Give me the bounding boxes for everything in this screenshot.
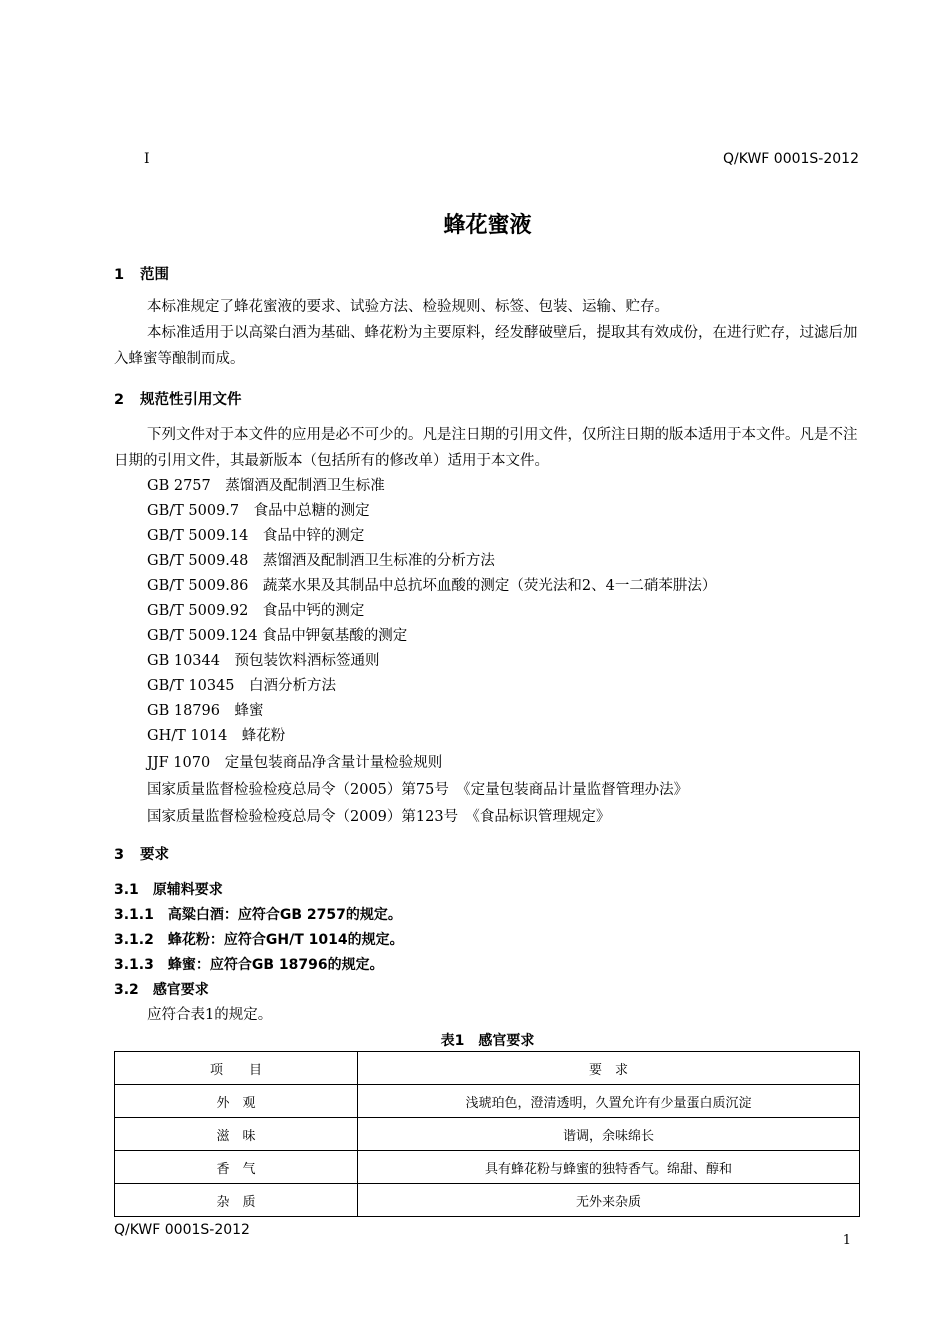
reference-item: GB/T 5009.86 蔬菜水果及其制品中总抗坏血酸的测定（荧光法和2、4一二硝苯肼法）: [147, 578, 717, 594]
table-row: [115, 1085, 860, 1118]
paragraph: 下列文件对于本文件的应用是必不可少的。凡是注日期的引用文件，仅所注日期的版本适用于本文件。凡是不注日期的引用文件，其最新版本（包括所有的修改单）适用于本文件。: [114, 427, 858, 469]
reference-item: 国家质量监督检验检疫总局令（2005）第75号 《定量包装商品计量监督管理办法》: [147, 782, 689, 798]
footer-doc-code: Q/KWF 0001S-2012: [114, 1222, 250, 1238]
section-title: 规范性引用文件: [140, 392, 242, 408]
reference-item: GB/T 10345 白酒分析方法: [147, 678, 337, 694]
reference-item: 国家质量监督检验检疫总局令（2009）第123号 《食品标识管理规定》: [147, 809, 611, 825]
table-header-cell: 项 目: [115, 1052, 358, 1085]
subsection-3-2-heading: 3.2 感官要求: [114, 982, 209, 998]
header-doc-code: Q/KWF 0001S-2012: [723, 151, 859, 167]
table-cell: 外 观: [115, 1085, 358, 1118]
table-cell: 滋 味: [115, 1118, 358, 1151]
subsection-3-2-text: 应符合表1的规定。: [147, 1007, 273, 1023]
reference-item: GB/T 5009.92 食品中钙的测定: [147, 603, 365, 619]
table-header-cell: 要 求: [358, 1052, 860, 1085]
table-cell: 无外来杂质: [358, 1184, 860, 1217]
reference-item: GB/T 5009.48 蒸馏酒及配制酒卫生标准的分析方法: [147, 553, 495, 569]
reference-item: GB/T 5009.14 食品中锌的测定: [147, 528, 365, 544]
table-caption: 表1 感官要求: [440, 1033, 535, 1049]
table-row: [115, 1151, 860, 1184]
reference-item: GB 18796 蜂蜜: [147, 703, 264, 719]
table-cell: 浅琥珀色，澄清透明，久置允许有少量蛋白质沉淀: [358, 1085, 860, 1118]
subsection-3-1-heading: 3.1 原辅料要求: [114, 882, 223, 898]
table-cell: 香 气: [115, 1151, 358, 1184]
header-roman-numeral: I: [144, 151, 150, 167]
document-title: 蜂花蜜液: [443, 213, 532, 238]
subsection-3-1-2: 3.1.2 蜂花粉：应符合GH/T 1014的规定。: [114, 932, 404, 948]
section-title: 范围: [140, 267, 169, 283]
section-2-body: [114, 422, 866, 474]
paragraph: 本标准适用于以高粱白酒为基础、蜂花粉为主要原料，经发酵破壁后，提取其有效成份，在进行贮存，过滤后加入蜂蜜等酿制而成。: [114, 325, 858, 367]
table-cell: 具有蜂花粉与蜂蜜的独特香气。绵甜、醇和: [358, 1151, 860, 1184]
subsection-3-1-3: 3.1.3 蜂蜜：应符合GB 18796的规定。: [114, 957, 384, 973]
section-number: 2: [114, 392, 125, 408]
section-number: 3: [114, 847, 125, 863]
reference-item: JJF 1070 定量包装商品净含量计量检验规则: [147, 755, 443, 771]
section-number: 1: [114, 267, 125, 283]
section-2-heading: [114, 388, 242, 409]
sensory-requirements-table: [114, 1051, 860, 1217]
section-title: 要求: [140, 847, 169, 863]
reference-item: GB 2757 蒸馏酒及配制酒卫生标准: [147, 478, 385, 494]
table-row: [115, 1184, 860, 1217]
section-3-heading: [114, 843, 169, 864]
paragraph: 本标准规定了蜂花蜜液的要求、试验方法、检验规则、标签、包装、运输、贮存。: [147, 299, 669, 315]
table-cell: 杂 质: [115, 1184, 358, 1217]
reference-item: GB 10344 预包装饮料酒标签通则: [147, 653, 380, 669]
section-1-body: [114, 294, 866, 372]
table-cell: 谐调，余味绵长: [358, 1118, 860, 1151]
page-number: 1: [842, 1233, 851, 1248]
subsection-3-1-1: 3.1.1 高粱白酒：应符合GB 2757的规定。: [114, 907, 402, 923]
reference-item: GB/T 5009.124 食品中钾氨基酸的测定: [147, 628, 408, 644]
section-1-heading: [114, 263, 169, 284]
reference-item: GB/T 5009.7 食品中总糖的测定: [147, 503, 370, 519]
table-header-row: [115, 1052, 860, 1085]
reference-item: GH/T 1014 蜂花粉: [147, 728, 286, 744]
table-row: [115, 1118, 860, 1151]
